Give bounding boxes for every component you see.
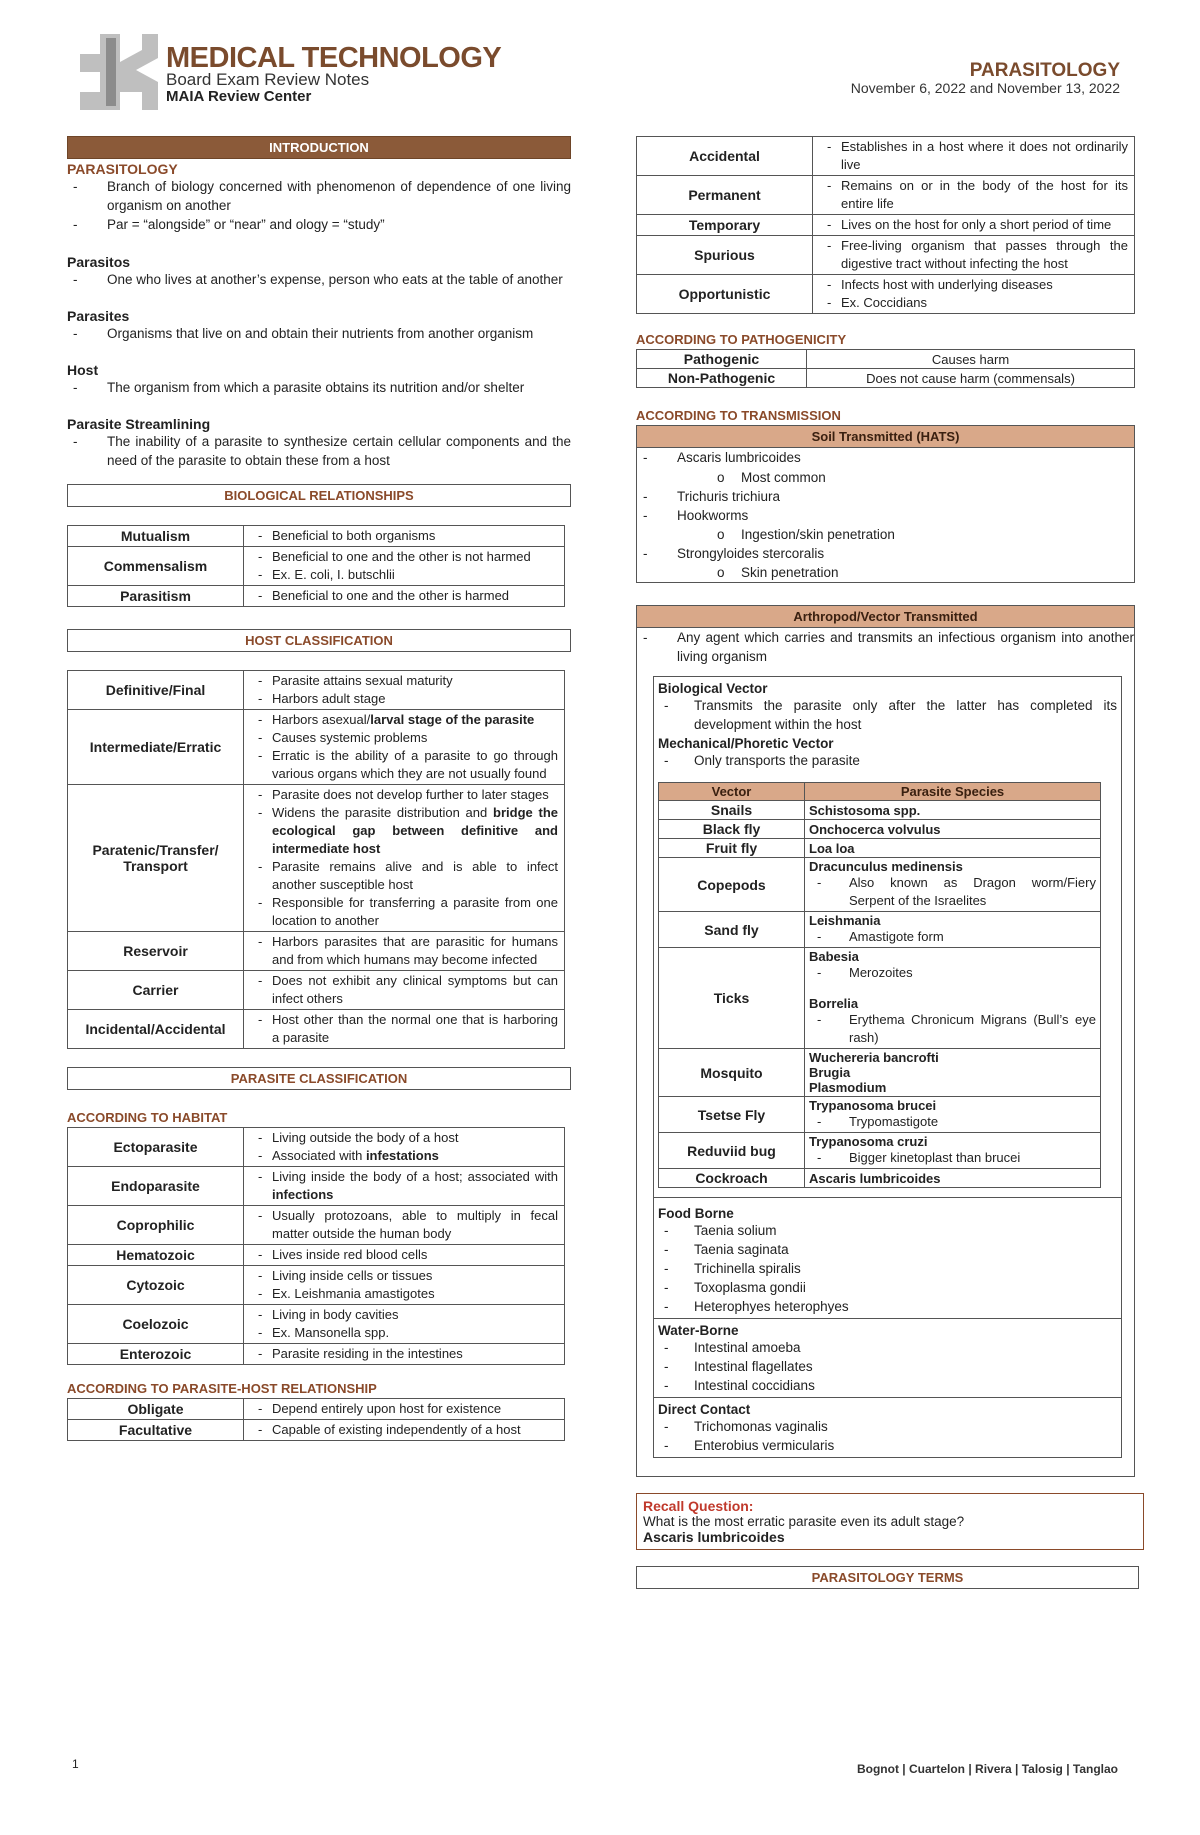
row-key: Facultative bbox=[68, 1420, 244, 1441]
table-row bbox=[659, 839, 1101, 858]
list-item: - The organism from which a parasite obtains its nutrition and/or shelter bbox=[67, 378, 571, 397]
row-value bbox=[805, 948, 1101, 1049]
table-row bbox=[68, 586, 565, 607]
table-row bbox=[68, 710, 565, 785]
list-item: - Intestinal coccidians bbox=[658, 1376, 1117, 1395]
row-key: Accidental bbox=[637, 137, 813, 176]
list-item bbox=[244, 1147, 558, 1165]
row-key: Reduviid bug bbox=[659, 1133, 805, 1169]
list-item: - Usually protozoans, able to multiply in fecal matter outside the human body bbox=[244, 1207, 558, 1243]
list-item: - Intestinal flagellates bbox=[658, 1357, 1117, 1376]
row-value: Causes harm bbox=[807, 350, 1135, 369]
table-row bbox=[68, 1010, 565, 1049]
host-relationship-table bbox=[636, 136, 1135, 314]
row-key: Paratenic/Transfer/ Transport bbox=[68, 785, 244, 932]
species-name: Trypanosoma cruzi bbox=[809, 1134, 928, 1149]
list-item: - Trichomonas vaginalis bbox=[658, 1417, 1117, 1436]
list-item: - Parasite residing in the intestines bbox=[244, 1345, 558, 1363]
list-item: - Any agent which carries and transmits an infectious organism into another living organism bbox=[637, 628, 1134, 666]
brand-subtitle: Board Exam Review Notes bbox=[166, 70, 370, 89]
row-key: Permanent bbox=[637, 176, 813, 215]
row-key: Definitive/Final bbox=[68, 671, 244, 710]
list-item: - Also known as Dragon worm/Fiery Serpent of the Israelites bbox=[809, 874, 1096, 910]
biological-relationships-table bbox=[67, 525, 565, 607]
right-column bbox=[636, 136, 1135, 1589]
table-row bbox=[68, 1305, 565, 1344]
table-row bbox=[68, 1206, 565, 1245]
table-row bbox=[68, 547, 565, 586]
list-item: o Ingestion/skin penetration bbox=[637, 525, 1134, 544]
pathogenicity-table bbox=[636, 349, 1135, 388]
list-item: - Organisms that live on and obtain their nutrients from another organism bbox=[67, 324, 571, 343]
species-name: Borrelia bbox=[809, 996, 859, 1011]
table-row bbox=[68, 1420, 565, 1441]
list-item: - Living outside the body of a host bbox=[244, 1129, 558, 1147]
list-item: - Beneficial to one and the other is not harmed bbox=[244, 548, 558, 566]
text-span: Associated with bbox=[272, 1148, 366, 1163]
row-value: Onchocerca volvulus bbox=[805, 820, 1101, 839]
table-row bbox=[659, 912, 1101, 948]
row-key: Ticks bbox=[659, 948, 805, 1049]
row-key: Mosquito bbox=[659, 1049, 805, 1097]
list-item: - Harbors adult stage bbox=[244, 690, 558, 708]
list-item: - Does not exhibit any clinical symptoms but can infect others bbox=[244, 972, 558, 1008]
parasitology-heading: PARASITOLOGY bbox=[67, 161, 178, 177]
species-name: Brugia bbox=[809, 1065, 851, 1080]
parasite-host-table bbox=[67, 1398, 565, 1441]
list-item: - Responsible for transferring a parasite from one location to another bbox=[244, 894, 558, 930]
table-row bbox=[68, 1128, 565, 1167]
text-span: Living inside the body of a host; associated with bbox=[272, 1169, 558, 1184]
row-key: Tsetse Fly bbox=[659, 1097, 805, 1133]
row-key: Opportunistic bbox=[637, 275, 813, 314]
mechanical-vector-heading: Mechanical/Phoretic Vector bbox=[658, 736, 834, 751]
table-row bbox=[637, 215, 1135, 236]
row-key: Cytozoic bbox=[68, 1266, 244, 1305]
species-name: Wuchereria bancrofti bbox=[809, 1050, 939, 1065]
table-row bbox=[659, 1133, 1101, 1169]
list-item: - Ex. Leishmania amastigotes bbox=[244, 1285, 558, 1303]
list-item: - Transmits the parasite only after the latter has completed its development within the host bbox=[658, 696, 1117, 734]
parasitology-list bbox=[67, 177, 571, 234]
row-key: Commensalism bbox=[68, 547, 244, 586]
row-key: Fruit fly bbox=[659, 839, 805, 858]
doc-date: November 6, 2022 and November 13, 2022 bbox=[850, 80, 1120, 96]
left-column bbox=[67, 136, 571, 1441]
parasite-host-heading: ACCORDING TO PARASITE-HOST RELATIONSHIP bbox=[67, 1381, 377, 1396]
table-row bbox=[659, 1097, 1101, 1133]
list-item: - Merozoites bbox=[809, 964, 1096, 982]
parasite-classification-banner: PARASITE CLASSIFICATION bbox=[67, 1067, 571, 1090]
row-value: Loa loa bbox=[805, 839, 1101, 858]
table-row bbox=[68, 671, 565, 710]
row-value: Ascaris lumbricoides bbox=[805, 1169, 1101, 1188]
list-item: - Strongyloides stercoralis bbox=[637, 544, 1134, 563]
list-item: - Intestinal amoeba bbox=[658, 1338, 1117, 1357]
row-value: Does not cause harm (commensals) bbox=[807, 369, 1135, 388]
species-name: Leishmania bbox=[809, 913, 881, 928]
row-key: Endoparasite bbox=[68, 1167, 244, 1206]
food-borne-heading: Food Borne bbox=[658, 1206, 734, 1221]
row-key: Carrier bbox=[68, 971, 244, 1010]
list-item: - Branch of biology concerned with phenomenon of dependence of one living organism on another bbox=[67, 177, 571, 215]
recall-question: What is the most erratic parasite even its adult stage? bbox=[643, 1514, 965, 1529]
list-item: - Amastigote form bbox=[809, 928, 1096, 946]
row-key: Temporary bbox=[637, 215, 813, 236]
arthropod-box bbox=[636, 605, 1135, 1477]
list-item: - Remains on or in the body of the host for its entire life bbox=[813, 177, 1128, 213]
vector-box bbox=[653, 676, 1122, 1458]
host-classification-banner: HOST CLASSIFICATION bbox=[67, 629, 571, 652]
list-item: - Trichuris trichiura bbox=[637, 487, 1134, 506]
column-header: Vector bbox=[659, 783, 805, 801]
brand-center: MAIA Review Center bbox=[166, 88, 312, 105]
row-value bbox=[805, 1049, 1101, 1097]
species-name: Dracunculus medinensis bbox=[809, 859, 963, 874]
list-item: - Living in body cavities bbox=[244, 1306, 558, 1324]
list-item: - Harbors parasites that are parasitic for humans and from which humans may become infected bbox=[244, 933, 558, 969]
table-row bbox=[637, 369, 1135, 388]
table-row bbox=[659, 948, 1101, 1049]
emphasis-text: bridge the ecological gap between definitive and intermediate host bbox=[272, 805, 558, 856]
list-item: - One who lives at another’s expense, person who eats at the table of another bbox=[67, 270, 571, 289]
list-item: - The inability of a parasite to synthesize certain cellular components and the need of the parasite to obtain these from a host bbox=[67, 432, 571, 470]
table-row bbox=[68, 932, 565, 971]
row-key: Spurious bbox=[637, 236, 813, 275]
recall-answer: Ascaris lumbricoides bbox=[643, 1529, 785, 1545]
table-row bbox=[659, 820, 1101, 839]
text-span: Widens the parasite distribution and bbox=[272, 805, 494, 820]
list-item: - Parasite attains sexual maturity bbox=[244, 672, 558, 690]
row-key: Intermediate/Erratic bbox=[68, 710, 244, 785]
list-item: - Parasite does not develop further to later stages bbox=[244, 786, 558, 804]
row-value bbox=[805, 1097, 1101, 1133]
row-key: Snails bbox=[659, 801, 805, 820]
parasitology-terms-banner: PARASITOLOGY TERMS bbox=[636, 1566, 1139, 1589]
list-item: - Hookworms bbox=[637, 506, 1134, 525]
host-classification-table bbox=[67, 670, 565, 1049]
table-row bbox=[637, 350, 1135, 369]
row-key: Parasitism bbox=[68, 586, 244, 607]
list-item: - Causes systemic problems bbox=[244, 729, 558, 747]
row-key: Enterozoic bbox=[68, 1344, 244, 1365]
row-key: Coprophilic bbox=[68, 1206, 244, 1245]
row-key: Sand fly bbox=[659, 912, 805, 948]
table-row bbox=[659, 1049, 1101, 1097]
list-item: - Parasite remains alive and is able to infect another susceptible host bbox=[244, 858, 558, 894]
emphasis-text: infestations bbox=[365, 1148, 439, 1163]
row-value bbox=[805, 858, 1101, 912]
list-item: - Erythema Chronicum Migrans (Bull’s eye rash) bbox=[809, 1011, 1096, 1047]
row-key: Pathogenic bbox=[637, 350, 807, 369]
recall-label: Recall Question: bbox=[643, 1498, 754, 1514]
arthropod-banner: Arthropod/Vector Transmitted bbox=[637, 606, 1134, 628]
parasites-list bbox=[67, 324, 571, 343]
footer-authors: Bognot | Cuartelon | Rivera | Talosig | Tanglao bbox=[856, 1762, 1118, 1776]
table-row bbox=[659, 801, 1101, 820]
list-item: - Capable of existing independently of a host bbox=[244, 1421, 558, 1439]
streamlining-heading: Parasite Streamlining bbox=[67, 416, 211, 432]
list-item: - Bigger kinetoplast than brucei bbox=[809, 1149, 1096, 1167]
table-row bbox=[68, 1167, 565, 1206]
list-item bbox=[244, 711, 558, 729]
habitat-table bbox=[67, 1127, 565, 1365]
table-row bbox=[68, 526, 565, 547]
emphasis-text: infections bbox=[272, 1187, 334, 1202]
list-item: - Lives on the host for only a short period of time bbox=[813, 216, 1128, 234]
habitat-heading: ACCORDING TO HABITAT bbox=[67, 1110, 228, 1125]
row-key: Incidental/Accidental bbox=[68, 1010, 244, 1049]
biological-vector-heading: Biological Vector bbox=[658, 681, 768, 696]
list-item: - Lives inside red blood cells bbox=[244, 1246, 558, 1264]
row-key: Black fly bbox=[659, 820, 805, 839]
list-item: o Skin penetration bbox=[637, 563, 1134, 582]
list-item: - Free-living organism that passes through the digestive tract without infecting the host bbox=[813, 237, 1128, 273]
parasites-heading: Parasites bbox=[67, 308, 130, 324]
list-item: - Par = “alongside” or “near” and ology = “study” bbox=[67, 215, 571, 234]
list-item: - Erratic is the ability of a parasite to go through various organs which they are not usually found bbox=[244, 747, 558, 783]
list-item: - Heterophyes heterophyes bbox=[658, 1297, 1117, 1316]
list-item: - Trichinella spiralis bbox=[658, 1259, 1117, 1278]
parasitos-list bbox=[67, 270, 571, 289]
list-item: - Beneficial to both organisms bbox=[244, 527, 558, 545]
list-item: - Living inside cells or tissues bbox=[244, 1267, 558, 1285]
list-item: - Ex. Coccidians bbox=[813, 294, 1128, 312]
list-item: - Ascaris lumbricoides bbox=[637, 448, 1134, 467]
table-row bbox=[637, 275, 1135, 314]
list-item: - Depend entirely upon host for existence bbox=[244, 1400, 558, 1418]
species-name: Babesia bbox=[809, 949, 859, 964]
row-key: Coelozoic bbox=[68, 1305, 244, 1344]
table-row bbox=[659, 858, 1101, 912]
hats-box bbox=[636, 425, 1135, 583]
row-key: Copepods bbox=[659, 858, 805, 912]
row-value bbox=[805, 912, 1101, 948]
column-header: Parasite Species bbox=[805, 783, 1101, 801]
hats-banner: Soil Transmitted (HATS) bbox=[637, 426, 1134, 448]
list-item: o Most common bbox=[637, 468, 1134, 487]
list-item: - Toxoplasma gondii bbox=[658, 1278, 1117, 1297]
vector-table bbox=[658, 782, 1101, 1188]
medtech-logo-icon bbox=[70, 32, 160, 112]
table-row bbox=[68, 785, 565, 932]
list-item bbox=[244, 804, 558, 858]
list-item: - Taenia solium bbox=[658, 1221, 1117, 1240]
row-value bbox=[805, 1133, 1101, 1169]
row-key: Obligate bbox=[68, 1399, 244, 1420]
direct-contact-heading: Direct Contact bbox=[658, 1402, 751, 1417]
table-row bbox=[637, 236, 1135, 275]
species-name: Trypanosoma brucei bbox=[809, 1098, 937, 1113]
list-item: - Infects host with underlying diseases bbox=[813, 276, 1128, 294]
table-row bbox=[659, 783, 1101, 801]
species-name: Plasmodium bbox=[809, 1080, 887, 1095]
host-list bbox=[67, 378, 571, 397]
parasitos-heading: Parasitos bbox=[67, 254, 131, 270]
brand-title: MEDICAL TECHNOLOGY bbox=[166, 42, 502, 74]
row-key: Hematozoic bbox=[68, 1245, 244, 1266]
table-row bbox=[68, 1344, 565, 1365]
emphasis-text: larval stage of the parasite bbox=[370, 712, 535, 727]
table-row bbox=[68, 1266, 565, 1305]
list-item: - Host other than the normal one that is harboring a parasite bbox=[244, 1011, 558, 1047]
table-row bbox=[637, 176, 1135, 215]
table-row bbox=[637, 137, 1135, 176]
water-borne-heading: Water-Borne bbox=[658, 1323, 739, 1338]
text-span: Harbors asexual/ bbox=[272, 712, 371, 727]
biological-relationships-banner: BIOLOGICAL RELATIONSHIPS bbox=[67, 484, 571, 507]
table-row bbox=[68, 971, 565, 1010]
host-heading: Host bbox=[67, 362, 99, 378]
row-key: Non-Pathogenic bbox=[637, 369, 807, 388]
page-number: 1 bbox=[72, 1757, 79, 1771]
streamlining-list bbox=[67, 432, 571, 470]
list-item: - Only transports the parasite bbox=[658, 751, 1117, 770]
list-item: - Taenia saginata bbox=[658, 1240, 1117, 1259]
list-item bbox=[244, 1168, 558, 1204]
list-item: - Trypomastigote bbox=[809, 1113, 1096, 1131]
row-key: Reservoir bbox=[68, 932, 244, 971]
list-item: - Ex. Mansonella spp. bbox=[244, 1324, 558, 1342]
row-key: Ectoparasite bbox=[68, 1128, 244, 1167]
row-value: Schistosoma spp. bbox=[805, 801, 1101, 820]
list-item: - Establishes in a host where it does not ordinarily live bbox=[813, 138, 1128, 174]
table-row bbox=[659, 1169, 1101, 1188]
doc-title: PARASITOLOGY bbox=[969, 60, 1120, 81]
recall-question-box bbox=[636, 1493, 1144, 1550]
row-key: Cockroach bbox=[659, 1169, 805, 1188]
list-item: - Ex. E. coli, I. butschlii bbox=[244, 566, 558, 584]
row-key: Mutualism bbox=[68, 526, 244, 547]
transmission-heading: ACCORDING TO TRANSMISSION bbox=[636, 408, 841, 423]
table-row bbox=[68, 1399, 565, 1420]
pathogenicity-heading: ACCORDING TO PATHOGENICITY bbox=[636, 332, 847, 347]
table-row bbox=[68, 1245, 565, 1266]
introduction-banner: INTRODUCTION bbox=[67, 136, 571, 159]
list-item: - Beneficial to one and the other is harmed bbox=[244, 587, 558, 605]
list-item: - Enterobius vermicularis bbox=[658, 1436, 1117, 1455]
